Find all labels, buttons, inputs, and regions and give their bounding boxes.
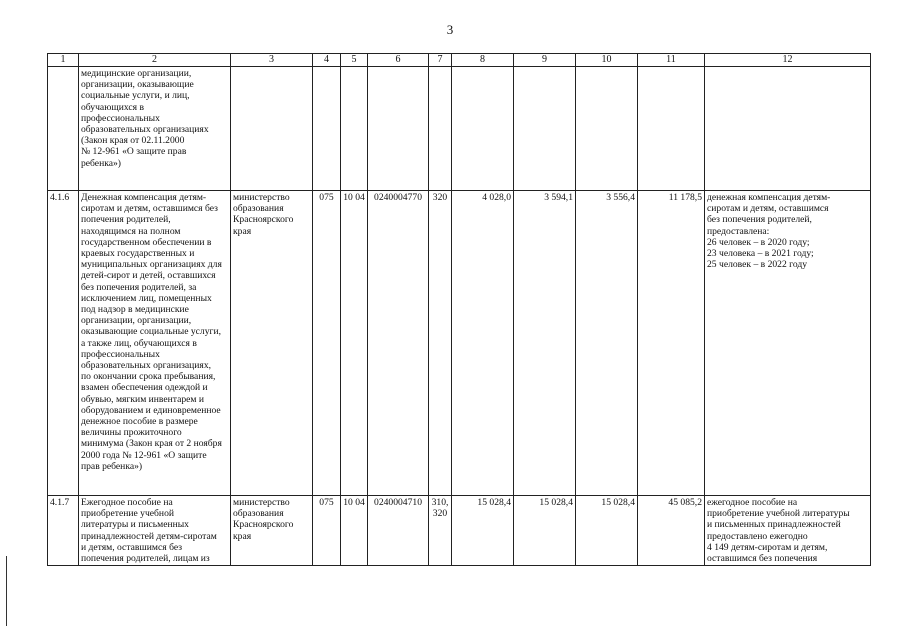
cell-description: Ежегодное пособие на приобретение учебной литературы и письменных принадлежностей детям-сиротам и детям, оставшимся без попечения родителей, лицам из xyxy=(79,496,231,566)
cell-result xyxy=(705,67,871,191)
column-header: 11 xyxy=(638,54,705,67)
cell-2021 xyxy=(514,67,576,191)
cell-grbs xyxy=(313,67,341,191)
column-header: 4 xyxy=(313,54,341,67)
column-header: 12 xyxy=(705,54,871,67)
cell-code: 4.1.6 xyxy=(48,191,79,496)
column-number-row xyxy=(48,54,871,67)
cell-2021: 15 028,4 xyxy=(514,496,576,566)
cell-grbs: 075 xyxy=(313,191,341,496)
cell-2020: 4 028,0 xyxy=(452,191,514,496)
column-header: 2 xyxy=(79,54,231,67)
cell-2020 xyxy=(452,67,514,191)
cell-executor xyxy=(231,67,313,191)
cell-total xyxy=(638,67,705,191)
table-row-4-1-7 xyxy=(48,496,871,566)
cell-2020: 15 028,4 xyxy=(452,496,514,566)
cell-executor: министерство образования Красноярского края xyxy=(231,496,313,566)
cell-description: медицинские организации, организации, оказывающие социальные услуги, и лиц, обучающихся в профессиональных образовательных организациях (Закон края от 02.11.2000 № 12-961 «О защите прав ребенка») xyxy=(79,67,231,191)
cell-code xyxy=(48,67,79,191)
cell-rzpr xyxy=(341,67,368,191)
cell-result: ежегодное пособие на приобретение учебной литературы и письменных принадлежностей предоставлено ежегодно 4 149 детям-сиротам и детям, оставшимся без попечения xyxy=(705,496,871,566)
program-table xyxy=(47,53,871,566)
column-header: 3 xyxy=(231,54,313,67)
cell-vr: 310, 320 xyxy=(429,496,452,566)
cell-2022: 3 556,4 xyxy=(576,191,638,496)
table-row-continuation xyxy=(48,67,871,191)
column-header: 10 xyxy=(576,54,638,67)
column-header: 8 xyxy=(452,54,514,67)
cell-csr: 0240004770 xyxy=(368,191,429,496)
cell-description: Денежная компенсация детям- сиротам и детям, оставшимся без попечения родителей, находящимся на полном государственном обеспечении в краевых государственных и муниципальных организациях для детей-сирот и детей, оставшихся без попечения родителей, за исключением лиц, помещенных под надзор в медицинские организации, организации, оказывающие социальные услуги, а также лиц, обучающихся в профессиональных образовательных организациях, по окончании срока пребывания, взамен обеспечения одеждой и обувью, мягким инвентарем и оборудованием и единовременное денежное пособие в размере величины прожиточного минимума (Закон края от 2 ноября 2000 года № 12-961 «О защите прав ребенка») xyxy=(79,191,231,496)
cell-csr xyxy=(368,67,429,191)
cell-2021: 3 594,1 xyxy=(514,191,576,496)
table-row-4-1-6 xyxy=(48,191,871,496)
cell-csr: 0240004710 xyxy=(368,496,429,566)
cell-result: денежная компенсация детям- сиротам и детям, оставшимся без попечения родителей, предоставлена: 26 человек – в 2020 году; 23 человека – в 2021 году; 25 человек – в 2022 году xyxy=(705,191,871,496)
cell-2022 xyxy=(576,67,638,191)
scan-margin-line xyxy=(6,556,7,626)
column-header: 5 xyxy=(341,54,368,67)
cell-total: 11 178,5 xyxy=(638,191,705,496)
cell-vr xyxy=(429,67,452,191)
cell-2022: 15 028,4 xyxy=(576,496,638,566)
column-header: 1 xyxy=(48,54,79,67)
page-number: 3 xyxy=(446,22,454,37)
cell-executor: министерство образования Красноярского края xyxy=(231,191,313,496)
cell-vr: 320 xyxy=(429,191,452,496)
cell-code: 4.1.7 xyxy=(48,496,79,566)
cell-grbs: 075 xyxy=(313,496,341,566)
column-header: 9 xyxy=(514,54,576,67)
cell-total: 45 085,2 xyxy=(638,496,705,566)
cell-rzpr: 10 04 xyxy=(341,191,368,496)
cell-rzpr: 10 04 xyxy=(341,496,368,566)
column-header: 7 xyxy=(429,54,452,67)
column-header: 6 xyxy=(368,54,429,67)
